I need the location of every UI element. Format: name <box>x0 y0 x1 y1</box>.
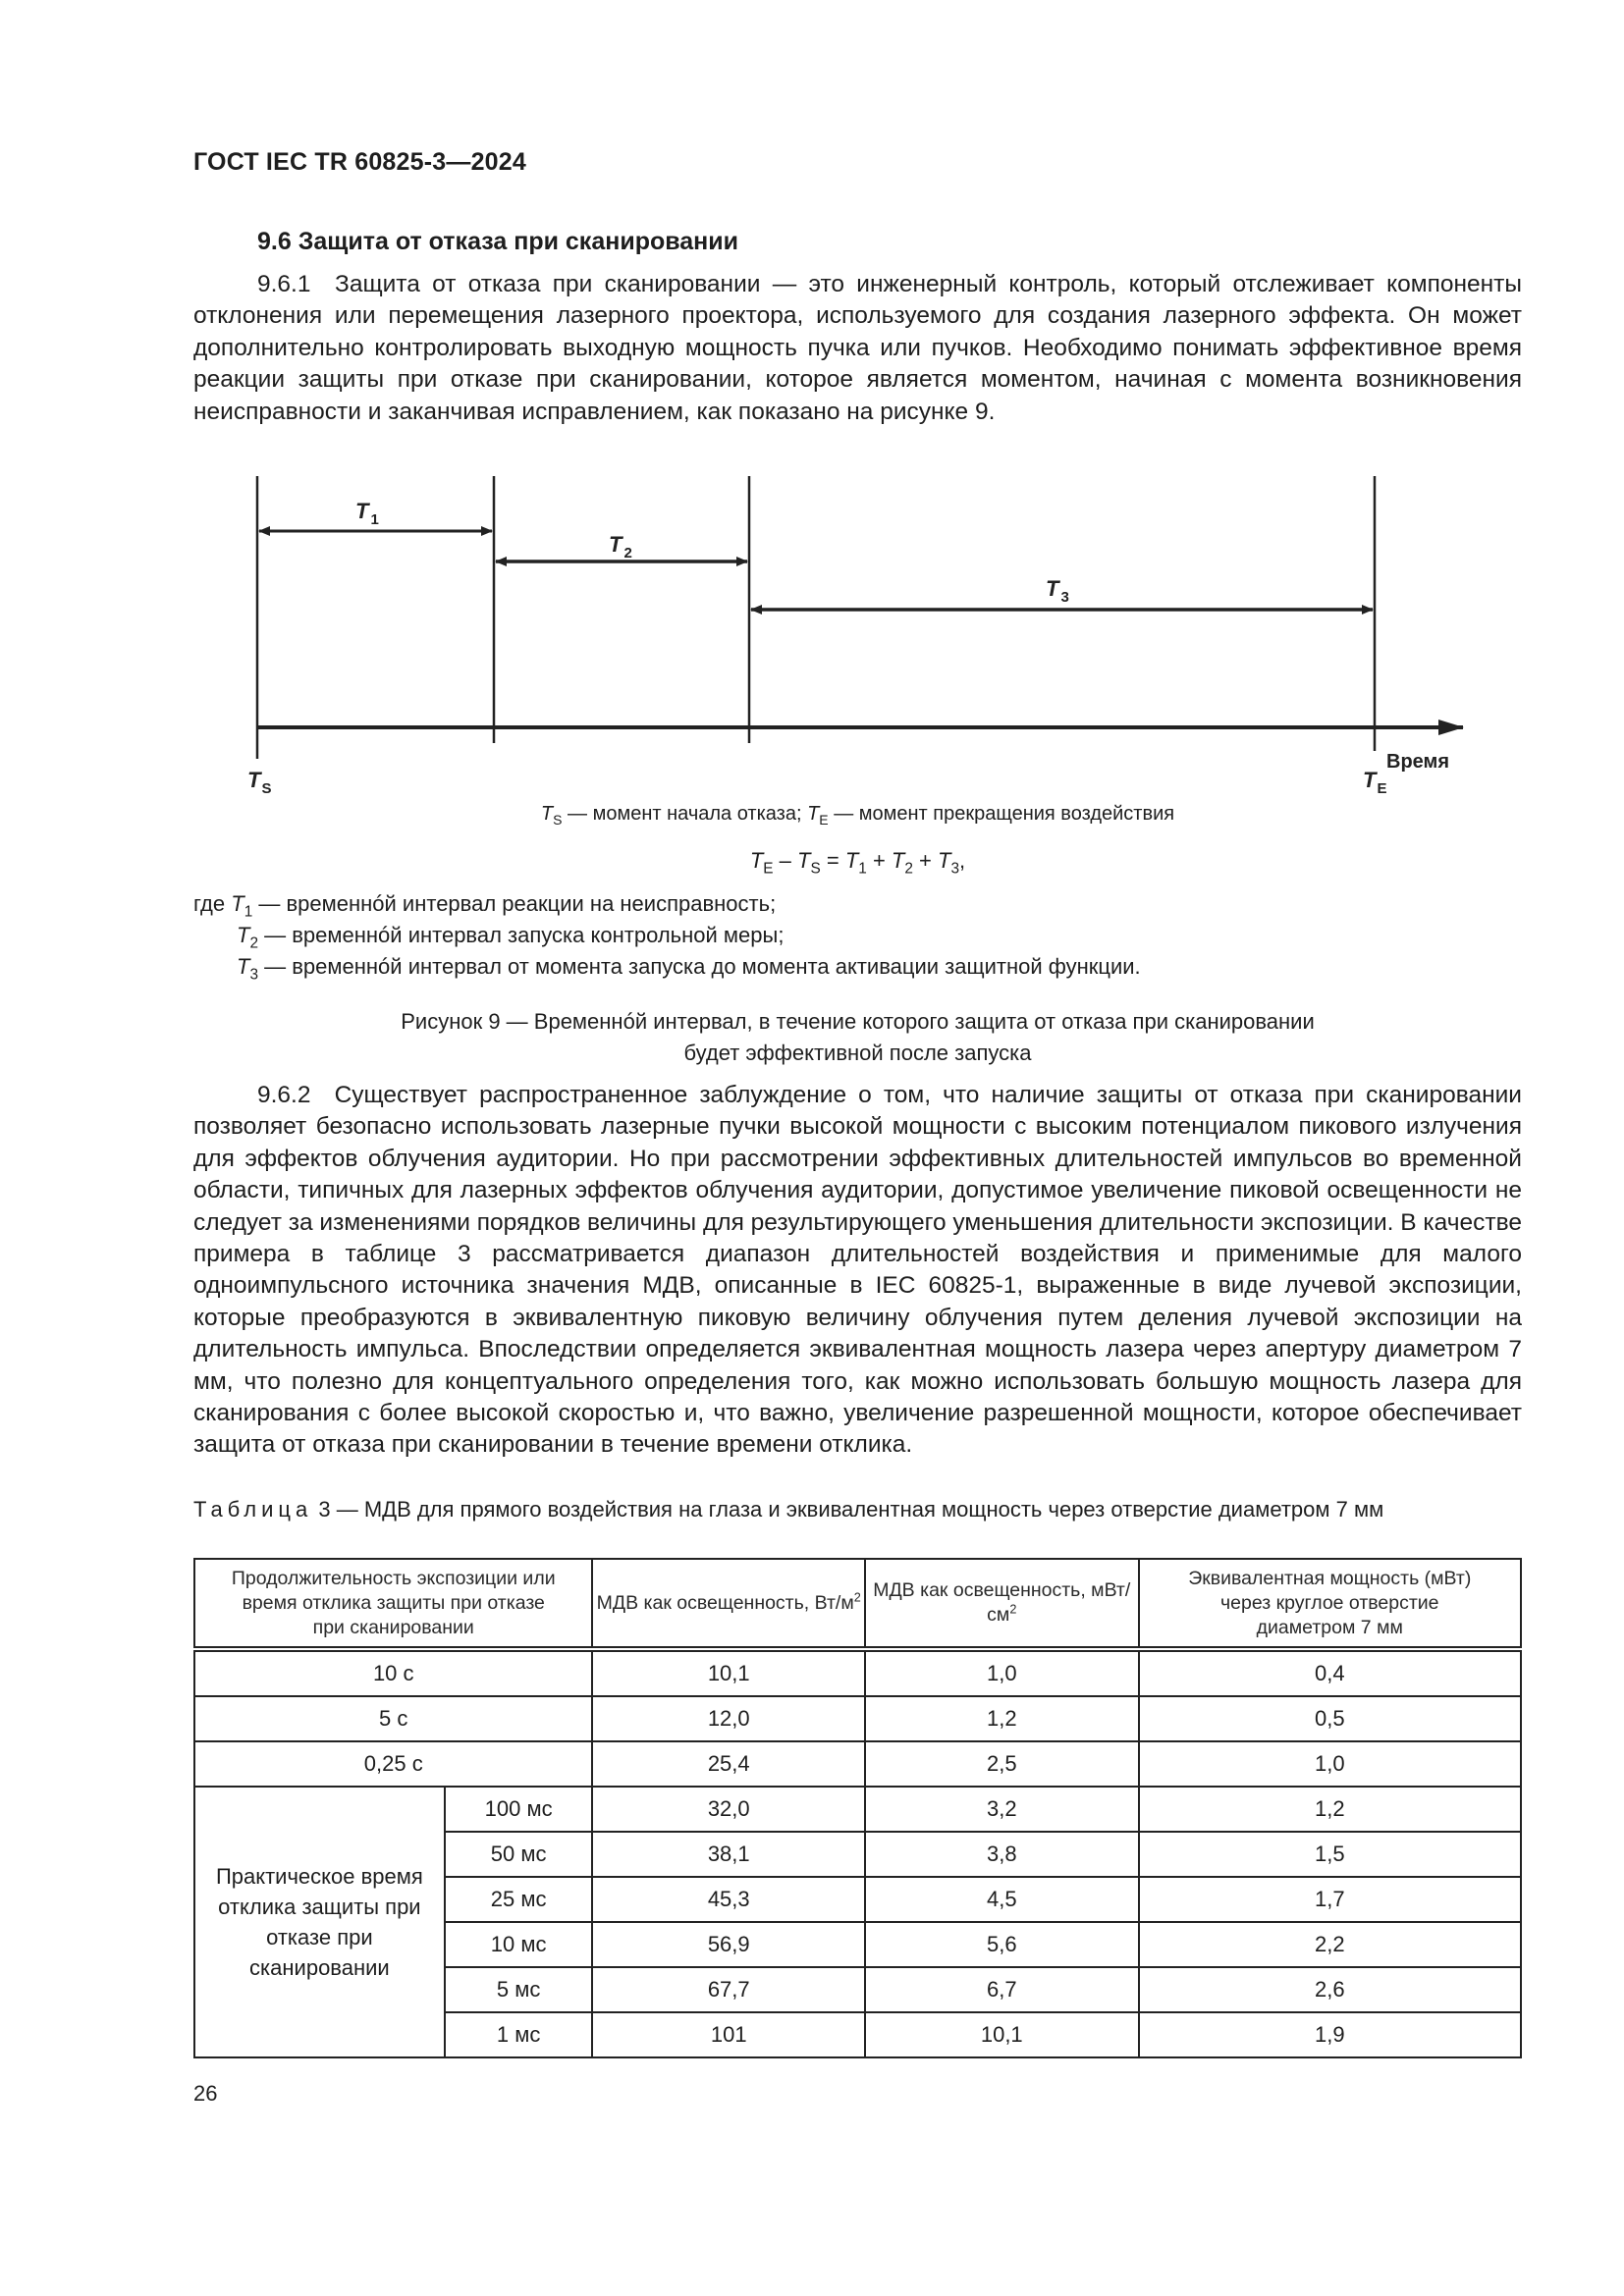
section-title: 9.6 Защита от отказа при сканировании <box>257 228 739 255</box>
figure-legend: $T_S$ — момент начала отказа; $T_E$ — момент прекращения воздействия <box>540 803 1175 828</box>
document-header: ГОСТ IEC TR 60825-3—2024 <box>193 148 526 176</box>
t3-label: T $_3$ <box>1046 576 1069 606</box>
paragraph-number: 9.6.2 <box>257 1082 311 1108</box>
definition-t1: где $T_1$ — временнóй интервал реакции на неисправность; <box>193 891 777 921</box>
formula-definitions <box>193 888 1141 983</box>
figure-formula: $T_E - T_S = T_1 + T_2 + T_3$, <box>749 848 966 878</box>
t1-label: T $_1$ <box>355 499 379 528</box>
table-row: 25 мс 45,3 4,5 1,7 <box>194 1877 1521 1922</box>
page-number: 26 <box>193 2081 218 2106</box>
table-header-row <box>194 1559 1521 1649</box>
table-row: 0,25 с 25,4 2,5 1,0 <box>194 1741 1521 1787</box>
figure-caption: Рисунок 9 — Временнóй интервал, в течение которого защита от отказа при сканировании будет эффективной после запуска <box>401 1009 1315 1065</box>
time-axis-label: Время <box>1386 751 1449 773</box>
figure-9-timing-diagram <box>226 461 1502 795</box>
paragraph-number: 9.6.1 <box>257 271 311 297</box>
table-row: 5 мс 67,7 6,7 2,6 <box>194 1967 1521 2012</box>
table-row: 5 с 12,0 1,2 0,5 <box>194 1696 1521 1741</box>
table-title: Таблица 3 — МДВ для прямого воздействия на глаза и эквивалентная мощность через отверстие диаметром 7 мм <box>193 1497 1384 1522</box>
table-row: 10 с 10,1 1,0 0,4 <box>194 1649 1521 1696</box>
paragraph-text: Существует распространенное заблуждение о том, что наличие защиты от отказа при сканировании позволяет безопасно использовать лазерные пучки высокой мощности с высоким потенциалом пикового излучения для эффектов облучения аудитории. Но при рассмотрении эффективных длительностей импульсов во временной области, типичных для лазерных эффектов облучения аудитории, допустимое увеличение пиковой освещенности не следует за изменениями порядков величины для результирующего уменьшения длительности экспозиции. В качестве примера в таблице 3 рассматривается диапазон длительностей воздействия и применимые для малого одноимпульсного источника значения МДВ, описанные в IEC 60825-1, выраженные в виде лучевой экспозиции, которые преобразуются в эквивалентную пиковую величину облучения путем деления лучевой экспозиции на длительность импульса. Впоследствии определяется эквивалентная мощность лазера через апертуру диаметром 7 мм, что полезно для концептуального определения того, как можно использовать большую мощность лазера для сканирования с более высокой скоростью и, что важно, увеличение разрешенной мощности, которое обеспечивает защита от отказа при сканировании в течение времени отклика. <box>193 1082 1522 1459</box>
ts-label: $T_S$ <box>247 768 272 795</box>
te-label: $T_E$ <box>1363 768 1387 795</box>
vertical-markers <box>257 476 1375 759</box>
paragraph-9-6-1 <box>193 269 1522 428</box>
paragraph-text: Защита от отказа при сканировании — это инженерный контроль, который отслеживает компоненты отклонения или перемещения лазерного проектора, используемого для создания лазерного эффекта. Он может дополнительно контролировать выходную мощность пучка или пучков. Необходимо понимать эффективное время реакции защиты при отказе при сканировании, которое является моментом, начиная с момента возникновения неисправности и заканчивая исправлением, как показано на рисунке 9. <box>193 271 1522 425</box>
table-row: 1 мс 101 10,1 1,9 <box>194 2012 1521 2057</box>
definition-t3: $T_3$ — временнóй интервал от момента запуска до момента активации защитной функции. <box>237 954 1141 984</box>
paragraph-9-6-2 <box>193 1080 1522 1462</box>
table-row: Практическое время отклика защиты при отказе при сканировании 100 мс 32,0 3,2 1,2 <box>194 1787 1521 1832</box>
table-row: 10 мс 56,9 5,6 2,2 <box>194 1922 1521 1967</box>
group-label-cell: Практическое время отклика защиты при отказе при сканировании <box>194 1787 445 2057</box>
header-mdv-mw-cm2: МДВ как освещенность, мВт/$см^2$ <box>865 1559 1139 1649</box>
table-row: 50 мс 38,1 3,8 1,5 <box>194 1832 1521 1877</box>
t2-label: T $_2$ <box>609 532 632 561</box>
definition-t2: $T_2$ — временнóй интервал запуска контрольной меры; <box>237 923 785 952</box>
header-duration: Продолжительность экспозиции или время отклика защиты при отказе при сканировании <box>194 1559 592 1649</box>
table-3-mpe <box>193 1558 1522 2058</box>
header-equiv-power: Эквивалентная мощность (мВт) через круглое отверстие диаметром 7 мм <box>1139 1559 1521 1649</box>
header-mdv-w-m2: МДВ как освещенность, $Вт/м^2$ <box>592 1559 865 1649</box>
